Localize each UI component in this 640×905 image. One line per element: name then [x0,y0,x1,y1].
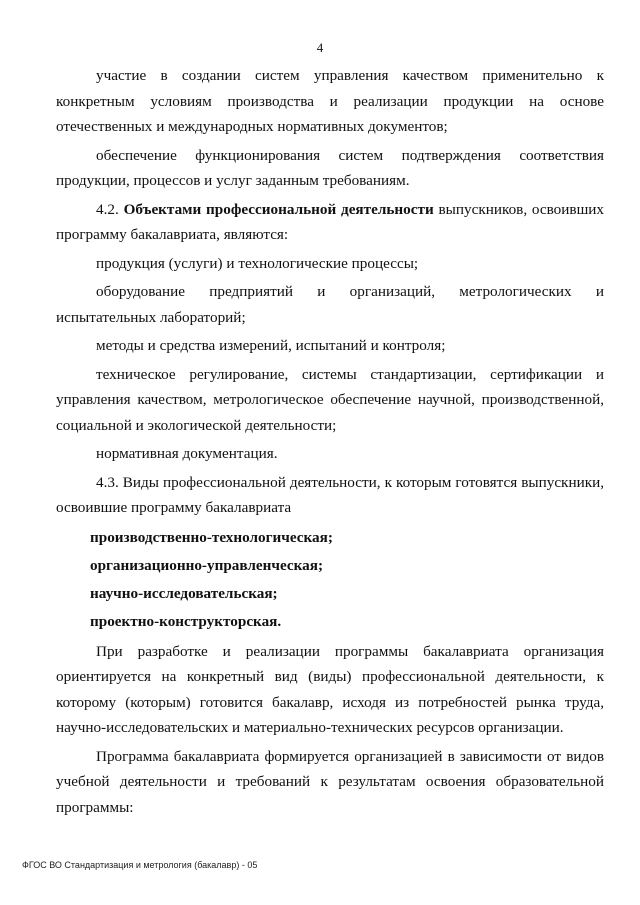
paragraph-program-formation: Программа бакалавриата формируется организацией в зависимости от видов учебной деятельности и требований к результатам освоения образовательной программы: [56,747,604,816]
paragraph-conformity: обеспечение функционирования систем подтверждения соответствия продукции, процессов и услуг заданным требованиям. [56,146,604,189]
activity-type-item: проектно-конструкторская. [90,612,282,630]
paragraph-quality-systems: участие в создании систем управления качеством применительно к конкретным условиям производства и реализации продукции на основе отечественных и международных нормативных документов; [56,67,604,135]
activity-type-item: организационно-управленческая; [90,556,323,574]
footer-note: ФГОС ВО Стандартизация и метрология (бакалавр) - 05 [22,860,258,870]
object-regulation: техническое регулирование, системы стандартизации, сертификации и управления качеством, метрологическое обеспечение научной, производственной, социальной и экологической деятельности; [56,365,604,434]
object-methods: методы и средства измерений, испытаний и контроля; [96,337,446,354]
section-number: 4.2. [96,200,124,218]
object-products: продукция (услуги) и технологические процессы; [96,254,419,272]
body-text [56,63,604,820]
activity-type-item: производственно-технологическая; [90,528,333,546]
paragraph-program-development: При разработке и реализации программы бакалавриата организация ориентируется на конкретный вид (виды) профессиональной деятельности, к которому (которым) готовится бакалавр, исходя из потребностей рынка труда, научно-исследовательских и материально-технических ресурсов организации. [56,642,604,736]
paragraph-4-3: 4.3. Виды профессиональной деятельности, к которым готовятся выпускники, освоившие программу бакалавриата [56,473,604,516]
paragraph-4-2-rest: выпускников, освоивших программу бакалавриата, являются: [56,200,604,243]
page-number: 4 [316,40,324,55]
bold-term: Объектами профессиональной деятельности [123,200,434,218]
paragraph-4-2 [56,197,604,248]
object-documentation: нормативная документация. [96,445,278,462]
activity-type-item: научно-исследовательская; [90,584,278,602]
object-equipment: оборудование предприятий и организаций, метрологических и испытательных лабораторий; [56,283,604,326]
